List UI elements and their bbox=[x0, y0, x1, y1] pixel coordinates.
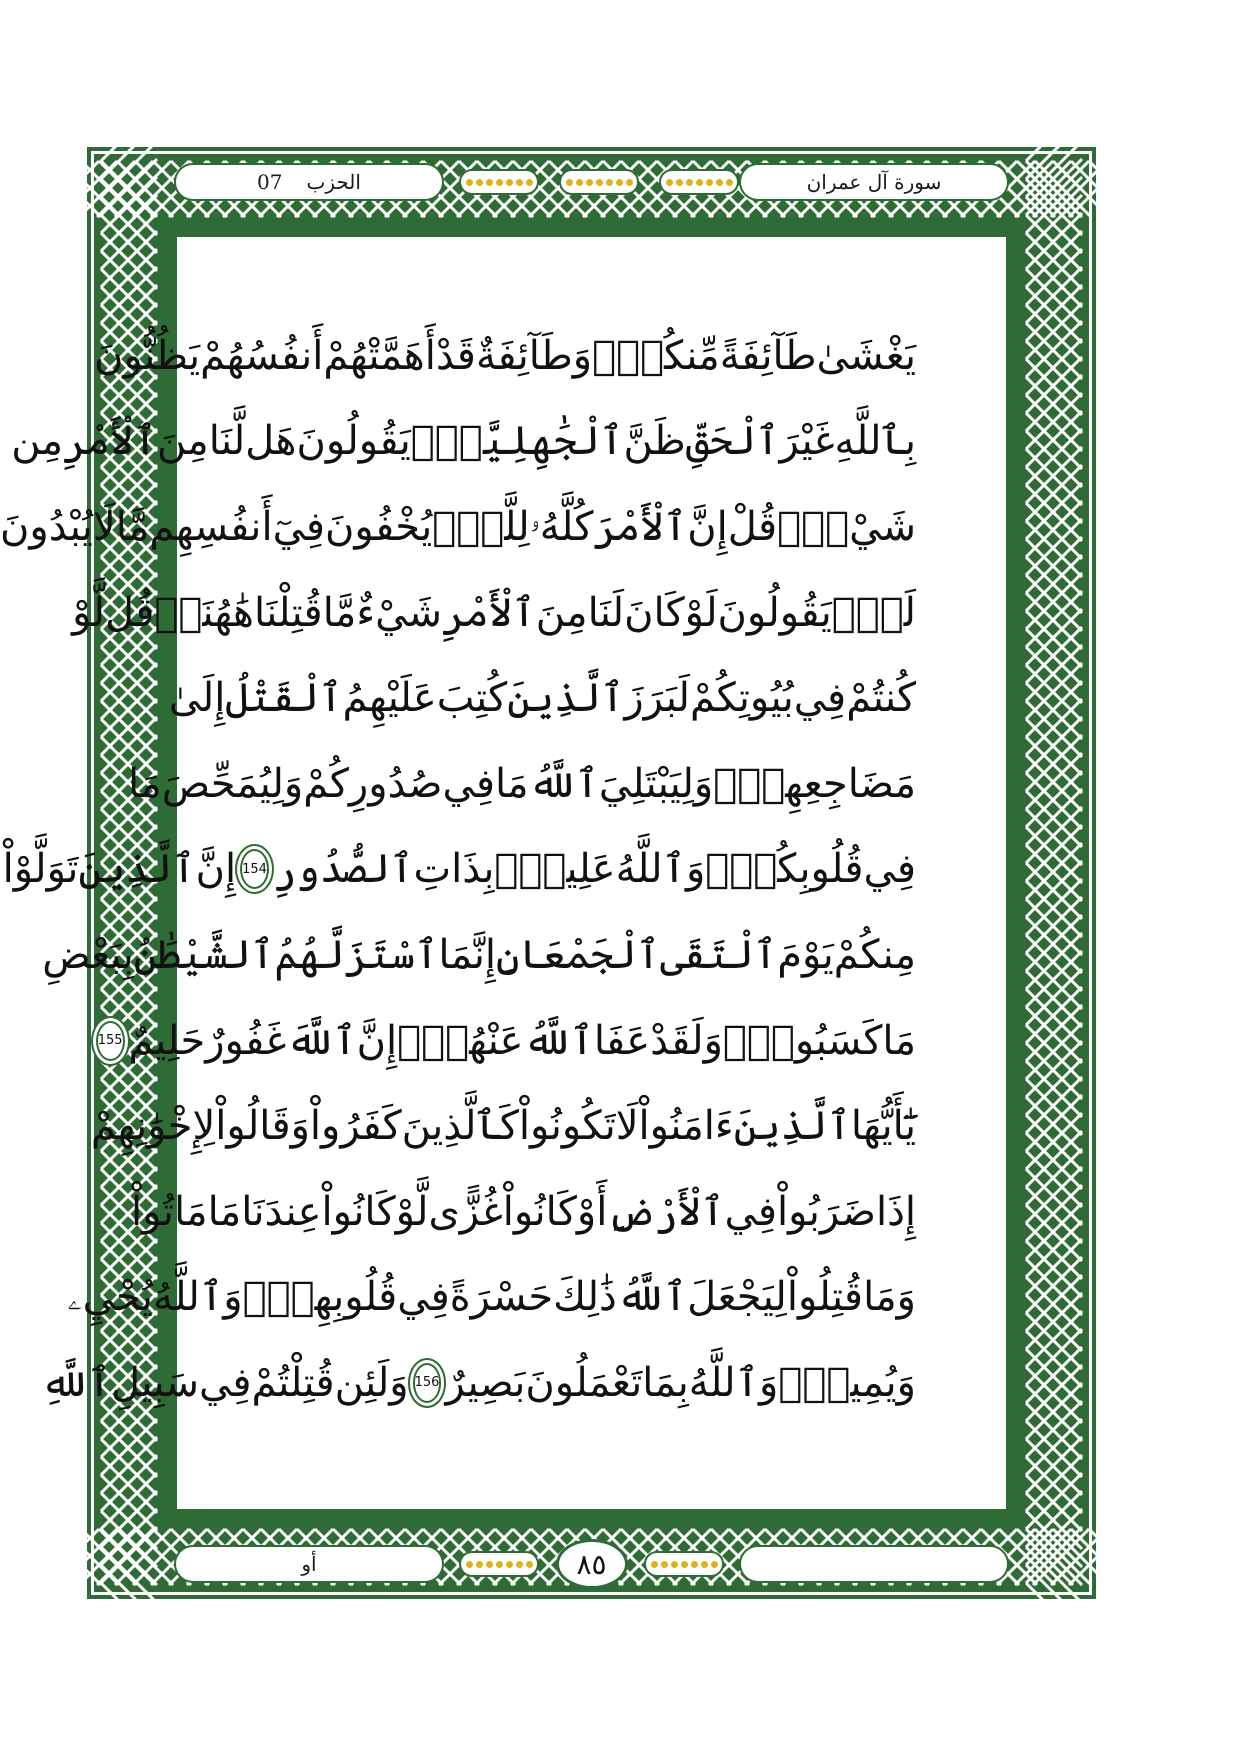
hizb-label: الحزب bbox=[306, 170, 361, 194]
word: ٱلْقَتْلُ bbox=[225, 675, 343, 722]
word: وَيُمِيتُۗ bbox=[778, 1359, 916, 1406]
word: ٱلْأَمْرَ bbox=[593, 503, 688, 550]
word: قُتِلْتُمْ bbox=[251, 1359, 335, 1406]
word: بِمَا bbox=[642, 1359, 689, 1406]
word: وَلِيَبْتَلِيَ bbox=[598, 760, 714, 807]
word: مَاتُواْ bbox=[131, 1188, 208, 1235]
ornament-dots-top-left bbox=[459, 169, 539, 195]
word: غُزًّى bbox=[428, 1188, 503, 1235]
word: غَيْرَ bbox=[779, 418, 835, 465]
word: يُخْفُونَ bbox=[325, 503, 433, 550]
word: وَمَا bbox=[863, 1274, 916, 1321]
verse-line bbox=[2, 827, 916, 913]
word: يُحْيِۦ bbox=[67, 1274, 153, 1321]
word: مِنكُمْ bbox=[833, 931, 916, 978]
word: عَفَا bbox=[593, 1017, 651, 1064]
word: فِي bbox=[198, 1359, 252, 1406]
word: وَٱللَّهُ bbox=[615, 846, 706, 893]
interlace-pattern bbox=[1026, 217, 1082, 1529]
word: مِّنكُمْۖ bbox=[592, 332, 720, 379]
word: شَيْءٍۗ bbox=[777, 503, 916, 550]
word: لِلَّهِۗ bbox=[432, 503, 530, 550]
word: أَوْ bbox=[576, 1188, 608, 1235]
word: تَكُونُواْ bbox=[518, 1103, 616, 1150]
word: مَا bbox=[128, 760, 162, 807]
word: وَلَئِن bbox=[334, 1359, 409, 1406]
verse-line bbox=[90, 1083, 916, 1169]
word: إِنَّمَا bbox=[438, 931, 496, 978]
word: ٱللَّهُ bbox=[616, 1274, 688, 1321]
word: إِذَا bbox=[875, 1188, 916, 1235]
word: قُلُوبِكُمْۚ bbox=[705, 846, 864, 893]
word: كَسَبُواْۖ bbox=[722, 1017, 883, 1064]
word: غَفُورٌ bbox=[205, 1017, 287, 1064]
verse-line bbox=[40, 1340, 916, 1426]
word: فِي bbox=[863, 846, 916, 893]
word: كَانُواْ bbox=[321, 1188, 396, 1235]
word: ٱلْأَرْضِ bbox=[607, 1188, 725, 1235]
word: كُلَّهُۥ bbox=[529, 503, 594, 550]
hizb-number: 07 bbox=[257, 170, 283, 194]
catchword-cartouche bbox=[174, 1545, 444, 1583]
word: أَهَمَّتْهُمْ bbox=[323, 332, 436, 379]
word: بِذَاتِ bbox=[413, 846, 495, 893]
word: لَّوْ bbox=[72, 589, 105, 636]
word: ٱللَّهُ bbox=[528, 760, 599, 807]
page-frame bbox=[0, 147, 1096, 1599]
surah-name: سورة آل عمران bbox=[806, 170, 942, 194]
word: كَانَ bbox=[624, 589, 685, 636]
word: وَٱللَّهُ bbox=[688, 1359, 779, 1406]
word: لِيَجْعَلَ bbox=[687, 1274, 787, 1321]
word: لَوْ bbox=[684, 589, 718, 636]
word: ضَرَبُواْ bbox=[777, 1188, 876, 1235]
verse-line bbox=[131, 1169, 916, 1255]
word: مِنَ bbox=[156, 418, 209, 465]
word: ٱسْتَزَلَّهُمُ bbox=[274, 931, 439, 978]
verse-line bbox=[72, 570, 916, 656]
word: ٱلَّذِينَ bbox=[733, 1103, 851, 1150]
word: يَوْمَ bbox=[777, 931, 834, 978]
word: يَظُنُّونَ bbox=[94, 332, 201, 379]
verse-line bbox=[168, 655, 916, 741]
word: وَلِيُمَحِّصَ bbox=[161, 760, 304, 807]
word: وَقَالُواْ bbox=[215, 1103, 310, 1150]
word: قُلْ bbox=[727, 503, 778, 550]
word: قَدْ bbox=[435, 332, 476, 379]
verse-line bbox=[67, 1255, 916, 1341]
word: قُلُوبِهِمْۗ bbox=[242, 1274, 398, 1321]
word: لَّوْ bbox=[395, 1188, 429, 1235]
word: بِٱللَّهِ bbox=[834, 418, 916, 465]
word: هَٰهُنَاۗ bbox=[154, 589, 254, 636]
word: يُبْدُونَ bbox=[0, 503, 93, 550]
word: مَا bbox=[882, 1017, 916, 1064]
word: هَل bbox=[245, 418, 297, 465]
verse-line bbox=[11, 399, 916, 485]
word: ٱللَّهُ bbox=[523, 1017, 594, 1064]
word: فِيٓ bbox=[272, 503, 326, 550]
ornament-dots-top-mid-left bbox=[559, 169, 639, 195]
word: يَقُولُونَ bbox=[296, 418, 411, 465]
word: بِبَعْضِ bbox=[42, 931, 134, 978]
word: حَسْرَةً bbox=[449, 1274, 554, 1321]
word: قُل bbox=[104, 589, 155, 636]
word: لَنَا bbox=[587, 589, 625, 636]
ornament-dots-top-mid-right bbox=[659, 169, 739, 195]
verse-line bbox=[0, 484, 916, 570]
word: حَلِيمٌ bbox=[128, 1017, 206, 1064]
verse-lines bbox=[0, 313, 916, 1426]
word: يَغْشَىٰ bbox=[816, 332, 916, 379]
verse-line bbox=[97, 998, 916, 1084]
text-area bbox=[0, 234, 1009, 1512]
word: يَٰٓأَيُّهَا bbox=[850, 1103, 916, 1150]
word: لَّنَا bbox=[208, 418, 246, 465]
word: لَبَرَزَ bbox=[624, 675, 690, 722]
ornament-dots-bottom-left bbox=[459, 1551, 539, 1577]
word: إِنَّ bbox=[356, 1017, 398, 1064]
word: أَنفُسُهُمْ bbox=[200, 332, 324, 379]
verse-line bbox=[94, 313, 916, 399]
word: مَضَاجِعِهِمْۖ bbox=[713, 760, 916, 807]
catchword: أو bbox=[301, 1552, 317, 1576]
word: ٱلصُّدُورِ bbox=[272, 846, 414, 893]
word: فِي bbox=[442, 760, 495, 807]
word: عَلَيْهِمُ bbox=[342, 675, 437, 722]
word: ظَنَّ bbox=[623, 418, 686, 465]
word: عَنْهُمْۗ bbox=[397, 1017, 524, 1064]
word: مِن bbox=[11, 418, 64, 465]
word: ءَامَنُواْ bbox=[638, 1103, 734, 1150]
frame-inner bbox=[0, 154, 1089, 1592]
word: إِنَّ bbox=[195, 846, 237, 893]
word: ٱللَّهَ bbox=[286, 1017, 357, 1064]
surah-cartouche bbox=[739, 163, 1009, 201]
word: كَانُواْ bbox=[502, 1188, 577, 1235]
word: مَا bbox=[207, 1188, 242, 1235]
word: ذَٰلِكَ bbox=[553, 1274, 617, 1321]
word: إِلَىٰ bbox=[168, 675, 226, 722]
word: لَا bbox=[615, 1103, 639, 1150]
word: عَلِيمُۢ bbox=[494, 846, 616, 893]
word: مَّا bbox=[115, 503, 150, 550]
hizb-cartouche bbox=[174, 163, 444, 201]
word: لَكَۖ bbox=[831, 589, 916, 636]
footer-cartouche-right bbox=[739, 1545, 1009, 1583]
word: كَٱلَّذِينَ bbox=[401, 1103, 519, 1150]
word: قُتِلُواْ bbox=[786, 1274, 864, 1321]
word: تَعْمَلُونَ bbox=[525, 1359, 643, 1406]
word: وَلَقَدْ bbox=[650, 1017, 723, 1064]
word: طَآئِفَةً bbox=[719, 332, 817, 379]
word: سَبِيلِ bbox=[111, 1359, 199, 1406]
word: صُدُورِكُمْ bbox=[303, 760, 443, 807]
word: ٱلَّذِينَ bbox=[78, 846, 196, 893]
word: إِنَّ bbox=[687, 503, 728, 550]
word: ٱلشَّيْطَٰنُ bbox=[133, 931, 275, 978]
verse-line bbox=[42, 912, 916, 998]
word: ٱللَّهِ bbox=[40, 1359, 112, 1406]
word: فِي bbox=[397, 1274, 450, 1321]
word: كُنتُمْ bbox=[846, 675, 916, 722]
word: فِي bbox=[793, 675, 847, 722]
word: أَنفُسِهِم bbox=[149, 503, 273, 550]
ornament-dots-bottom-right bbox=[644, 1551, 724, 1577]
word: ٱلْأَمْرِ bbox=[441, 589, 536, 636]
word: ٱلْأَمْرِ bbox=[63, 418, 157, 465]
word: كُتِبَ bbox=[436, 675, 508, 722]
ayah-number-marker: 154 bbox=[240, 849, 269, 889]
word: مَّا bbox=[322, 589, 357, 636]
ayah-number-marker: 156 bbox=[413, 1363, 442, 1403]
verse-line bbox=[128, 741, 916, 827]
word: بُيُوتِكُمْ bbox=[690, 675, 794, 722]
word: مِنَ bbox=[535, 589, 588, 636]
ayah-number-marker: 155 bbox=[96, 1021, 125, 1061]
word: ٱلْجَٰهِلِيَّةِۖ bbox=[410, 418, 624, 465]
word: عِندَنَا bbox=[241, 1188, 322, 1235]
word: مَا bbox=[494, 760, 529, 807]
word: لِإِخْوَٰنِهِمْ bbox=[90, 1103, 216, 1150]
word: ٱلَّذِينَ bbox=[507, 675, 625, 722]
page-number: ٨٥ bbox=[556, 1539, 628, 1589]
word: لَا bbox=[92, 503, 116, 550]
ornament-band-right bbox=[1026, 217, 1082, 1529]
word: شَيْءٌ bbox=[356, 589, 442, 636]
word: كَفَرُواْ bbox=[309, 1103, 402, 1150]
word: تَوَلَّوْاْ bbox=[2, 846, 79, 893]
word: بَصِيرٌ bbox=[445, 1359, 526, 1406]
word: ٱلْجَمْعَانِ bbox=[495, 931, 661, 978]
word: قُتِلْنَا bbox=[253, 589, 323, 636]
word: وَٱللَّهُ bbox=[152, 1274, 243, 1321]
word: يَقُولُونَ bbox=[717, 589, 832, 636]
word: ٱلْتَقَى bbox=[660, 931, 778, 978]
word: ٱلْحَقِّ bbox=[685, 418, 780, 465]
word: وَطَآئِفَةٌ bbox=[475, 332, 593, 379]
word: فِي bbox=[724, 1188, 777, 1235]
